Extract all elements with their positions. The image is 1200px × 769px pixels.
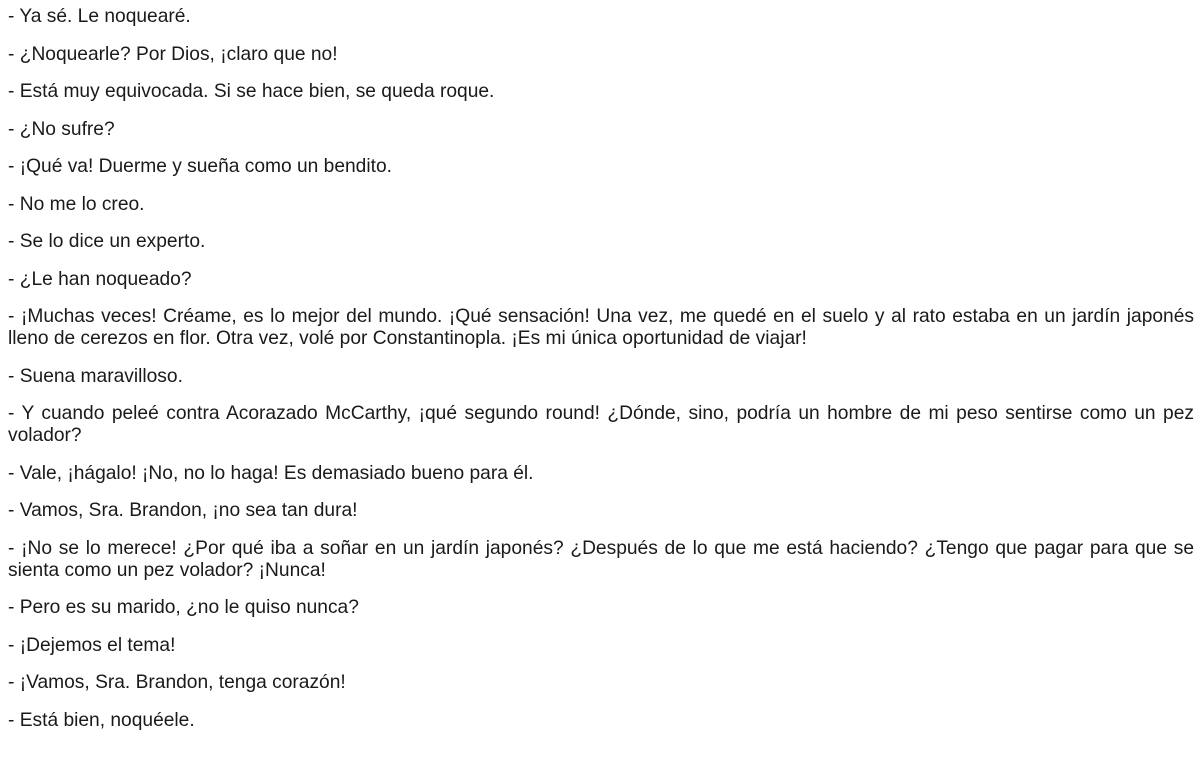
dialogue-line: - Está bien, noquéele.: [8, 709, 195, 731]
dialogue-line: - ¡Muchas veces! Créame, es lo mejor del mundo. ¡Qué sensación! Una vez, me quedé en el suelo y al rato estaba en un jardín japonés lleno de cerezos en flor. Otra vez, volé por Constantinopla. ¡Es mi única oportunidad de viajar!: [8, 306, 1194, 349]
dialogue-line: - ¡Dejemos el tema!: [8, 634, 176, 656]
dialogue-line: - Se lo dice un experto.: [8, 231, 206, 252]
dialogue-line: - No me lo creo.: [8, 193, 145, 215]
dialogue-line: - Y cuando peleé contra Acorazado McCarthy, ¡qué segundo round! ¿Dónde, sino, podría un hombre de mi peso sentirse como un pez volador?: [8, 403, 1194, 446]
dialogue-line: - Suena maravilloso.: [8, 365, 183, 387]
dialogue-line: - Ya sé. Le noquearé.: [8, 6, 191, 27]
dialogue-line: - Vamos, Sra. Brandon, ¡no sea tan dura!: [8, 500, 358, 521]
dialogue-line: - ¡No se lo merece! ¿Por qué iba a soñar en un jardín japonés? ¿Después de lo que me está haciendo? ¿Tengo que pagar para que se sienta como un pez volador? ¡Nunca!: [8, 537, 1194, 581]
dialogue-line: - ¡Qué va! Duerme y sueña como un bendito.: [8, 156, 392, 177]
dialogue-line: - Pero es su marido, ¿no le quiso nunca?: [8, 597, 359, 618]
dialogue-line: - ¿Le han noqueado?: [8, 268, 192, 290]
dialogue-line: - Vale, ¡hágalo! ¡No, no lo haga! Es demasiado bueno para él.: [8, 462, 534, 484]
dialogue-line: - ¿No sufre?: [8, 118, 115, 140]
dialogue-document: [8, 6, 1194, 732]
dialogue-line: - Está muy equivocada. Si se hace bien, se queda roque.: [8, 81, 495, 102]
dialogue-line: - ¿Noquearle? Por Dios, ¡claro que no!: [8, 43, 338, 65]
dialogue-line: - ¡Vamos, Sra. Brandon, tenga corazón!: [8, 672, 346, 693]
